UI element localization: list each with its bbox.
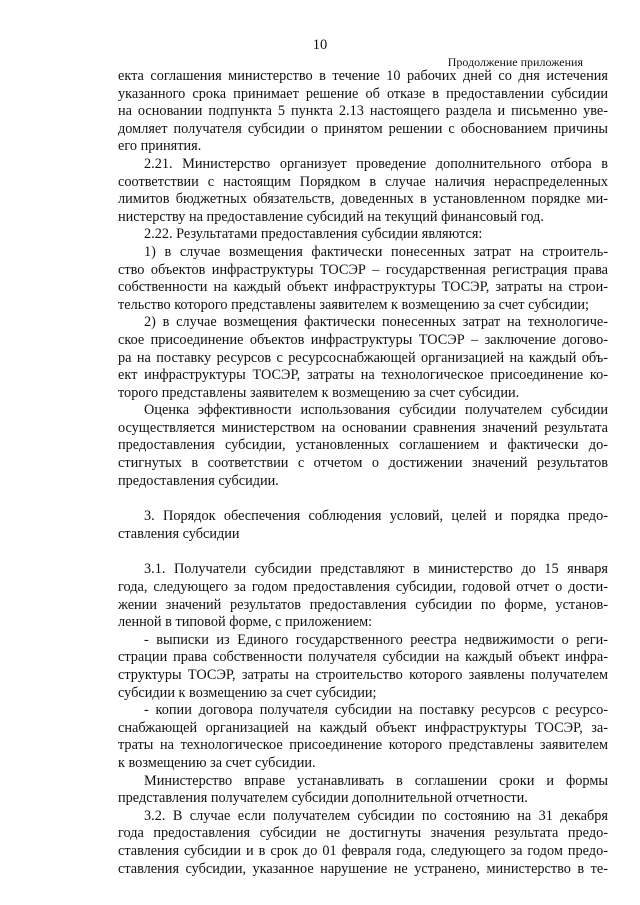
text-line: 2.21. Министерство организует проведение дополнительного отбора в [144, 155, 608, 172]
text-line: ское присоединение объектов инфраструктуры ТОСЭР – заключение догово- [118, 331, 608, 348]
text-line: 3.2. В случае если получателем субсидии по состоянию на 31 декабря [144, 807, 608, 824]
text-line: осуществляется министерством на основании сравнения значений результата [118, 419, 608, 436]
text-line: ставления субсидии и в срок до 01 февраля года, следующего за годом предо- [118, 842, 608, 859]
document-body [118, 68, 608, 878]
paragraph-gap [118, 490, 608, 508]
text-line: собственности на каждый объект инфраструктуры ТОСЭР, затраты на строи- [118, 279, 608, 296]
text-line: торого представлены заявителем к возмещению за счет субсидии. [118, 384, 520, 401]
text-line: снабжающей организацией на каждый объект инфраструктуры ТОСЭР, за- [118, 719, 608, 736]
text-line: траты на технологическое присоединение которого представлены заявителем [118, 737, 608, 754]
text-line: ра на поставку ресурсов с ресурсоснабжающей организацией на каждый объ- [118, 349, 608, 366]
text-line: ставления субсидии [118, 525, 240, 542]
text-line: лимитов бюджетных обязательств, доведенных в установленном порядке ми- [118, 191, 608, 208]
text-line: стигнутых в соответствии с отчетом о достижении значений результатов [118, 455, 608, 472]
text-line: структуры ТОСЭР, затраты на строительство которого заявлены получателем [118, 667, 608, 683]
text-line: екта соглашения министерство в течение 10 рабочих дней со дня истечения [118, 68, 608, 84]
text-line: предоставления субсидии, установленных соглашением и фактически до- [118, 437, 608, 454]
text-line: к возмещению за счет субсидии. [118, 754, 316, 771]
text-line: 3.1. Получатели субсидии представляют в министерство до 15 января [144, 561, 608, 578]
page-number: 10 [312, 37, 328, 53]
text-line: ставления субсидии, указанное нарушение не устранено, министерство в те- [118, 860, 608, 877]
text-line: представления получателем субсидии дополнительной отчетности. [118, 790, 528, 807]
paragraph-gap [118, 543, 608, 561]
text-line: - копии договора получателя субсидии на поставку ресурсов с ресурсо- [144, 702, 608, 719]
text-line: 1) в случае возмещения фактически понесенных затрат на строитель- [144, 243, 608, 260]
text-line: - выписки из Единого государственного реестра недвижимости о реги- [144, 631, 608, 648]
text-line: жении значений результатов предоставления субсидии по форме, установ- [118, 596, 608, 613]
text-line: соответствии с настоящим Порядком в случае наличия нераспределенных [118, 173, 608, 190]
text-line: 3. Порядок обеспечения соблюдения условий, целей и порядка предо- [144, 508, 608, 525]
text-line: его принятия. [118, 138, 202, 155]
text-line: ство объектов инфраструктуры ТОСЭР – государственная регистрация права [118, 261, 608, 278]
text-line: Министерство вправе устанавливать в соглашении сроки и формы [144, 772, 608, 789]
text-line: ленной в типовой форме, с приложением: [118, 614, 373, 631]
text-line: субсидии к возмещению за счет субсидии; [118, 684, 377, 701]
text-line: нистерству на предоставление субсидий на текущий финансовый год. [118, 208, 544, 225]
text-line: указанного срока принимает решение об отказе в предоставлении субсидии [118, 85, 608, 102]
text-line: ект инфраструктуры ТОСЭР, затраты на технологическое присоединение ко- [118, 367, 608, 384]
running-head: Продолжение приложения [447, 55, 583, 69]
text-line: Оценка эффективности использования субсидии получателем субсидии [144, 402, 608, 419]
text-line: 2.22. Результатами предоставления субсидии являются: [144, 226, 483, 243]
text-line: года, следующего за годом предоставления субсидии, годовой отчет о дости- [118, 579, 608, 596]
text-line: на основании подпункта 5 пункта 2.13 настоящего раздела и письменно уве- [118, 103, 608, 120]
text-line: года предоставления субсидии не достигнуты значения результата предо- [118, 825, 608, 842]
text-line: домляет получателя субсидии о принятом решении с обоснованием причины [118, 120, 608, 137]
text-line: страции права собственности получателя субсидии на каждый объект инфра- [118, 649, 608, 666]
text-line: предоставления субсидии. [118, 472, 279, 489]
text-line: 2) в случае возмещения фактически понесенных затрат на технологиче- [144, 314, 608, 331]
text-line: тельство которого представлены заявителем к возмещению за счет субсидии; [118, 296, 590, 313]
